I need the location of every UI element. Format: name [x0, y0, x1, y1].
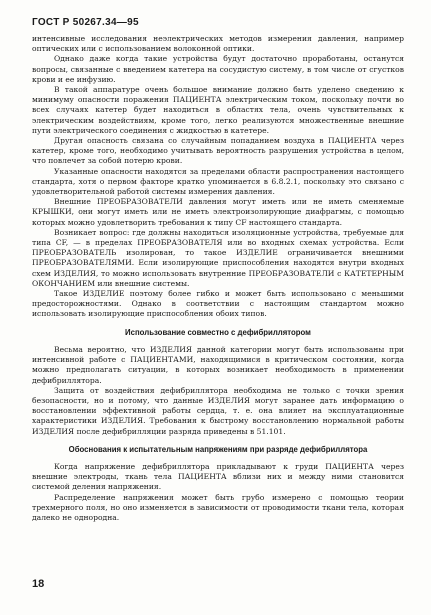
document-body: [32, 34, 404, 523]
section-heading-defibrillator-use: Использование совместно с дефибриллятором: [125, 327, 311, 337]
paragraph: Внешние ПРЕОБРАЗОВАТЕЛИ давления могут иметь или не иметь сменяемые КРЫШКИ, они могут иметь или не иметь электроизолирующие диафрагмы, с помощью которых можно удовлетворить требования к типу CF настоящего стандарта.: [32, 197, 404, 227]
paragraph: Распределение напряжения может быть грубо измерено с помощью теории трехмерного поля, но оно изменяется в зависимости от проводимости ткани тела, которая далеко не однородна.: [32, 492, 404, 522]
paragraph: Другая опасность связана со случайным попаданием воздуха в ПАЦИЕНТА через катетер, кроме того, необходимо учитывать вероятность разрушения устройства в целом, что повлечет за собой потерю крови.: [32, 136, 404, 166]
paragraph: Весьма вероятно, что ИЗДЕЛИЯ данной категории могут быть использованы при интенсивной работе с ПАЦИЕНТАМИ, находящимися в критическом состоянии, когда можно предполагать ситуации, в которых возникает необходимость в применении дефибриллятора.: [32, 344, 404, 385]
page-number: 18: [32, 578, 45, 590]
standard-header: ГОСТ Р 50267.34—95: [32, 17, 139, 28]
paragraph: Возникает вопрос: где должны находиться изоляционные устройства, требуемые для типа CF, — в пределах ПРЕОБРАЗОВАТЕЛЯ или во входных схемах устройства. Если ПРЕОБРАЗОВАТЕЛЬ изолирован, то такое ИЗДЕЛИЕ ограничивается внешними ПРЕОБРАЗОВАТЕЛЯМИ. Если изолирующие приспособления находятся внутри входных схем ИЗДЕЛИЯ, то можно использовать внутренние ПРЕОБРАЗОВАТЕЛИ с КАТЕТЕРНЫМ ОКОНЧАНИЕМ или внешние системы.: [32, 227, 404, 288]
paragraph: В такой аппаратуре очень большое внимание должно быть уделено сведению к минимуму опасности поражения ПАЦИЕНТА электрическим током, поскольку почти во всех случаях катетер будет находиться в областях тела, очень чувствительных к электрическим воздействиям, кроме того, легко реализуются множественные внешние пути электрического соединения с жидкостью в катетере.: [32, 85, 404, 135]
paragraph: Указанные опасности находятся за пределами области распространения настоящего стандарта, хотя о первом факторе кратко упоминается в 6.8.2.1, поскольку это связано с удовлетворительной работой системы измерения давления.: [32, 166, 404, 197]
paragraph: Однако даже когда такие устройства будут достаточно проработаны, останутся вопросы, связанные с введением катетера на сосудистую систему, в том числе от сгустков крови и ее инфузию.: [32, 54, 404, 84]
paragraph: интенсивные исследования неэлектрических методов измерения давления, например оптических или с использованием волоконной оптики.: [32, 34, 404, 54]
paragraph: Такое ИЗДЕЛИЕ поэтому более гибко и может быть использовано с меньшими предосторожностями. Однако в соответствии с настоящим стандартом можно использовать изолирующие приспособления обоих типов.: [32, 289, 404, 319]
section-heading-test-voltages: Обоснования к испытательным напряжениям при разряде дефибриллятора: [68, 444, 368, 454]
paragraph: Когда напряжение дефибриллятора прикладывают к груди ПАЦИЕНТА через внешние электроды, ткань тела ПАЦИЕНТА вблизи них и между ними становится системой деления напряжения.: [32, 461, 404, 492]
paragraph: Защита от воздействия дефибриллятора необходима не только с точки зрения безопасности, но и потому, что данные ИЗДЕЛИЯ могут заранее дать информацию о восстановлении эффективной работы сердца, т. е. она влияет на эксплуатационные характеристики ИЗДЕЛИЯ. Требования к быстрому восстановлению нормальной работы ИЗДЕЛИЯ после дефибрилляции разряда приведены в 51.101.: [32, 385, 404, 436]
